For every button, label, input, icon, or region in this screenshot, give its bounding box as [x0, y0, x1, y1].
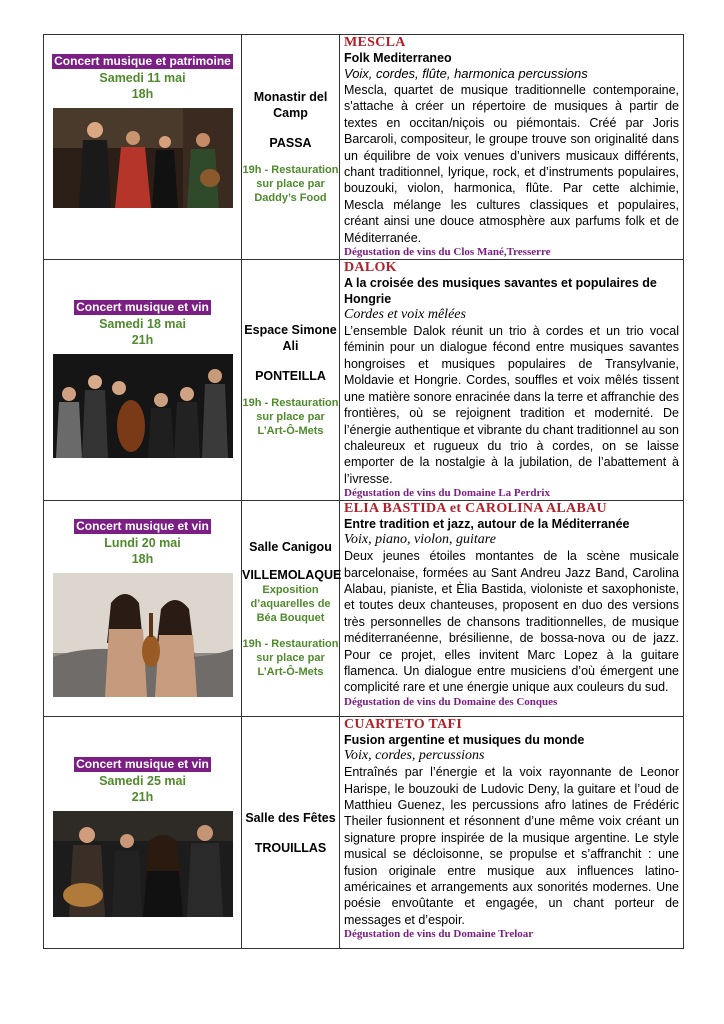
instruments: Voix, piano, violon, guitare [344, 532, 496, 548]
artist-name: ELIA BASTIDA et CAROLINA ALABAU [344, 501, 607, 517]
table-row [44, 260, 684, 501]
event-time: 21h [131, 333, 154, 348]
town-name: PONTEILLA [255, 369, 326, 384]
event-time: 18h [131, 552, 154, 567]
venue-name: Espace Simone Ali [244, 323, 337, 354]
concert-subtitle: Folk Mediterraneo [344, 51, 452, 65]
restauration-info: 19h - Restauration sur place par Daddy’s Food [242, 164, 339, 205]
event-info-cell [44, 35, 242, 260]
artist-name: DALOK [344, 260, 397, 276]
event-date: Samedi 11 mai [99, 71, 186, 85]
table-row [44, 717, 684, 949]
program-table [43, 34, 684, 949]
event-info-cell [44, 717, 242, 949]
venue-name: Monastir del Camp [253, 90, 328, 121]
wine-tasting: Dégustation de vins du Clos Mané,Tresserre [344, 246, 551, 259]
venue-name: Salle Canigou [249, 539, 332, 554]
description-cell [340, 260, 684, 501]
event-date: Samedi 25 mai [99, 774, 186, 789]
instruments: Cordes et voix mêlées [344, 307, 466, 323]
table-row [44, 501, 684, 717]
event-info-cell [44, 501, 242, 717]
location-cell [242, 260, 340, 501]
artists-photo [53, 573, 233, 697]
location-cell [242, 717, 340, 949]
event-time: 18h [131, 87, 154, 101]
event-info-cell [44, 260, 242, 501]
description-cell [340, 35, 684, 260]
event-date: Samedi 18 mai [99, 317, 186, 332]
category-badge: Concert musique et vin [76, 519, 209, 534]
restauration-info: 19h - Restauration sur place par L’Art-Ô-Mets [242, 637, 339, 678]
town-name: PASSA [269, 136, 312, 151]
category-badge: Concert musique et vin [76, 757, 209, 772]
wine-tasting: Dégustation de vins du Domaine La Perdrix [344, 487, 550, 500]
category-badge: Concert musique et patrimoine [54, 54, 231, 68]
concert-description: L’ensemble Dalok réunit un trio à cordes et un trio vocal féminin pour un dialogue fécond entre musiques savantes hongroises et musiques populaires de Transylvanie, Moldavie et Hongrie. Cordes, souffles et voix mêlés tissent une matière sonore enracinée dans la terre et affranchie des frontières, où se rejoignent tradition et modernité. De l’énergie authentique et vibrante du chant traditionnel au son chaleureux et rugueux du trio à cordes, on se laisse emporter de la nostalgie à la jubilation, de l’abattement à l’ivresse. [344, 324, 679, 486]
venue-name: Salle des Fêtes [245, 810, 336, 825]
table-row [44, 35, 684, 260]
instruments: Voix, cordes, percussions [344, 748, 485, 764]
concert-description: Mescla, quartet de musique traditionnelle contemporaine, s'attache à créer un répertoire de musiques à partir de textes en occitan/niçois ou piémontais. Créé par Joris Barcaroli, compositeur, le groupe trouve son originalité dans un équilibre de voix venues d’univers musicaux différents, chant traditionnel, lyrique, rock, et d’instruments populaires, bouzouki, violon, harmonica, flûte. Par cette alchimie, Mescla mélange les cultures classiques et populaires, créant ainsi une douce atmosphère aux parfums folk et de Méditerranée. [344, 83, 679, 245]
restauration-info: 19h - Restauration sur place par L’Art-Ô-Mets [242, 397, 339, 438]
concert-subtitle: Fusion argentine et musiques du monde [344, 733, 585, 748]
band-photo [53, 811, 233, 917]
description-cell [340, 717, 684, 949]
category-badge: Concert musique et vin [76, 300, 209, 315]
event-time: 21h [131, 790, 154, 805]
wine-tasting: Dégustation de vins du Domaine Treloar [344, 928, 534, 941]
concert-description: Deux jeunes étoiles montantes de la scène musicale barcelonaise, formées au Sant Andreu Jazz Band, Carolina Alabau, pianiste, et Èlia Bastida, violoniste et saxophoniste, et toutes deux chanteuses, proposent en duo des versions très personnelles de chansons traditionnelles, de musique méditerranéenne, brésilienne, de bossa-nova ou de jazz. Pour ce projet, elles invitent Marc Lopez à la guitare flamenca. Un dialogue entre musiciens d’où émergent une complicité rare et une énergie unique aux couleurs du sud. [344, 549, 679, 695]
wine-tasting: Dégustation de vins du Domaine des Conques [344, 695, 558, 708]
location-cell [242, 35, 340, 260]
concert-description: Entraînés par l’énergie et la voix rayonnante de Leonor Harispe, le bouzouki de Ludovic Deny, la guitare et l’oud de Matthieu Guenez, les percussions afro latines de Frédéric Theiler fusionnent et résonnent d’une même voix créant un signature propre inspirée de la musique argentine. Le style musical se décloisonne, se propulse et s’affranchit : une fusion originale entre musique aux influences latino-américaines et arrangements aux sonorités modernes. Une poésie envoûtante et engagée, un chant porteur de messages et d’espoir. [344, 765, 679, 927]
town-name: VILLEMOLAQUE [242, 567, 342, 582]
location-cell [242, 501, 340, 717]
description-cell [340, 501, 684, 717]
town-name: TROUILLAS [254, 840, 327, 855]
band-photo [53, 354, 233, 458]
band-photo [53, 108, 233, 208]
event-date: Lundi 20 mai [104, 536, 181, 551]
instruments: Voix, cordes, flûte, harmonica percussions [344, 66, 588, 81]
artist-name: MESCLA [344, 35, 406, 50]
exhibition-info: Exposition d’aquarelles de Béa Bouquet [250, 583, 331, 624]
concert-subtitle: A la croisée des musiques savantes et populaires de Hongrie [344, 276, 657, 307]
concert-subtitle: Entre tradition et jazz, autour de la Méditerranée [344, 517, 630, 532]
artist-name: CUARTETO TAFI [344, 717, 463, 733]
